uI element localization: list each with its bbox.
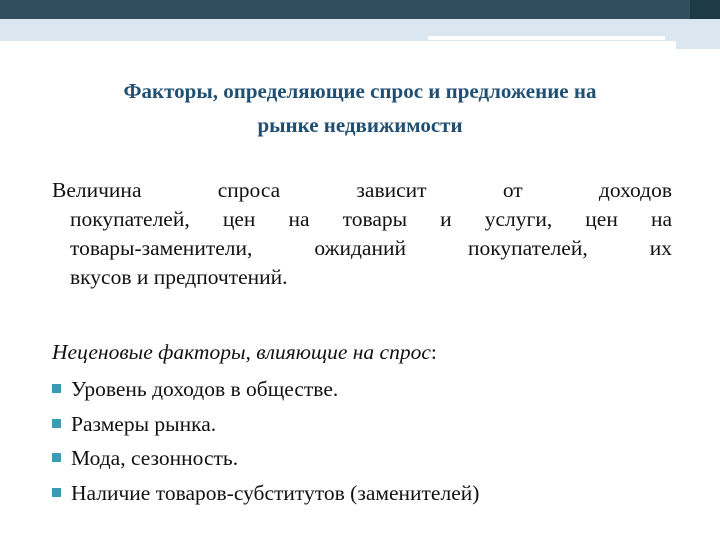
header-deco-corner bbox=[676, 41, 720, 49]
slide-title-line: Факторы, определяющие спрос и предложение на bbox=[123, 79, 597, 103]
header-deco-line bbox=[434, 44, 580, 47]
slide-title-line: рынке недвижимости bbox=[257, 113, 463, 137]
paragraph-line: товары-заменители, ожиданий покупателей, их bbox=[70, 236, 672, 260]
factors-list bbox=[52, 372, 692, 510]
header-dark-strip bbox=[690, 0, 720, 19]
list-item bbox=[52, 441, 692, 476]
slide-title bbox=[30, 74, 690, 142]
list-item bbox=[52, 476, 692, 511]
list-item-text: Уровень доходов в обществе. bbox=[71, 377, 339, 401]
square-bullet-icon bbox=[52, 384, 61, 393]
non-price-factors-heading bbox=[52, 338, 692, 367]
paragraph-line: вкусов и предпочтений. bbox=[70, 265, 288, 289]
square-bullet-icon bbox=[52, 419, 61, 428]
subheading-text: Неценовые факторы, влияющие на спрос bbox=[52, 340, 431, 364]
list-item bbox=[52, 407, 692, 442]
list-item-text: Размеры рынка. bbox=[71, 411, 217, 436]
list-item bbox=[52, 372, 692, 407]
list-item-text: Наличие товаров-субститутов (заменителей) bbox=[71, 480, 480, 505]
square-bullet-icon bbox=[52, 488, 61, 497]
square-bullet-icon bbox=[52, 453, 61, 462]
list-item-text: Мода, сезонность. bbox=[71, 446, 239, 470]
paragraph-line: Величина спроса зависит от доходов bbox=[52, 178, 672, 202]
paragraph-line: покупателей, цен на товары и услуги, цен на bbox=[70, 207, 672, 231]
header-deco-line bbox=[428, 36, 665, 40]
demand-paragraph bbox=[52, 176, 672, 292]
header-dark-band bbox=[0, 0, 720, 19]
subheading-colon: : bbox=[430, 340, 437, 364]
